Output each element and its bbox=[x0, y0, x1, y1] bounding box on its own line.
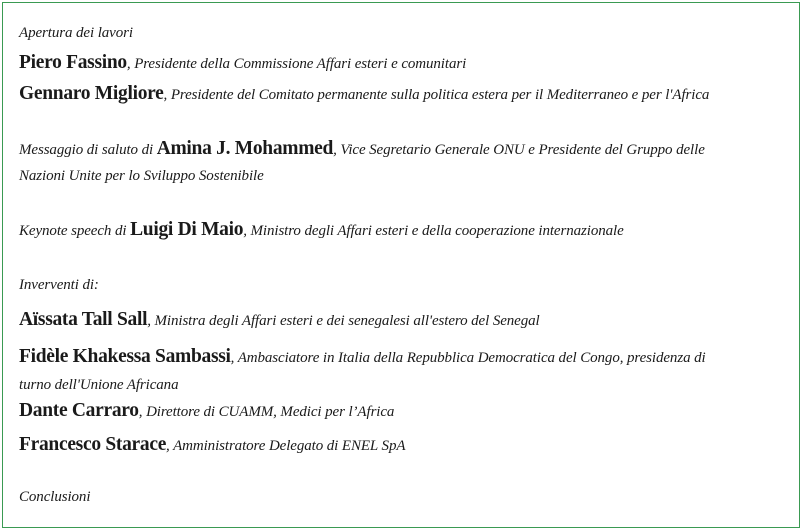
speaker-name: Amina J. Mohammed bbox=[156, 138, 334, 159]
speaker-role: Ministro degli Affari esteri e della cooperazione internazionale bbox=[250, 223, 624, 239]
opening-heading: Apertura dei lavori bbox=[19, 25, 133, 41]
separator: , bbox=[230, 350, 238, 366]
speaker-row bbox=[19, 52, 466, 74]
separator: , bbox=[163, 87, 171, 103]
separator: , bbox=[126, 56, 135, 72]
speaker-name: Luigi Di Maio bbox=[130, 219, 244, 240]
greeting-row bbox=[19, 138, 705, 160]
speaker-role: Amministratore Delegato di ENEL SpA bbox=[173, 438, 406, 454]
separator: , bbox=[147, 313, 155, 329]
speaker-name: Francesco Starace bbox=[19, 434, 167, 455]
closing-heading: Conclusioni bbox=[19, 489, 91, 505]
speaker-row bbox=[19, 309, 540, 331]
speaker-name: Dante Carraro bbox=[19, 400, 139, 421]
speaker-name: Gennaro Migliore bbox=[19, 83, 164, 104]
greeting-role-continued: Nazioni Unite per lo Sviluppo Sostenibile bbox=[19, 168, 264, 184]
speaker-role: Direttore di CUAMM, Medici per l’Africa bbox=[146, 404, 395, 420]
program-frame bbox=[2, 2, 800, 528]
separator: , bbox=[138, 404, 147, 420]
speaker-row bbox=[19, 400, 394, 422]
speaker-row bbox=[19, 434, 405, 456]
speaker-role-continued: turno dell'Unione Africana bbox=[19, 377, 179, 393]
speaker-name: Aïssata Tall Sall bbox=[19, 309, 148, 330]
separator: , bbox=[166, 438, 174, 454]
separator: , bbox=[333, 142, 341, 158]
speaker-role: Presidente della Commissione Affari esteri e comunitari bbox=[134, 56, 467, 72]
speaker-name: Fidèle Khakessa Sambassi bbox=[19, 346, 231, 367]
speaker-row bbox=[19, 346, 706, 368]
interventions-heading: Inverventi di: bbox=[19, 277, 99, 293]
speaker-role: Ministra degli Affari esteri e dei senegalesi all'estero del Senegal bbox=[154, 313, 540, 329]
separator: , bbox=[243, 223, 251, 239]
keynote-row bbox=[19, 219, 624, 241]
speaker-role: Presidente del Comitato permanente sulla politica estera per il Mediterraneo e per l'Africa bbox=[170, 87, 710, 103]
greeting-prefix: Messaggio di saluto di bbox=[19, 142, 157, 158]
keynote-prefix: Keynote speech di bbox=[19, 223, 131, 239]
speaker-name: Piero Fassino bbox=[19, 52, 127, 73]
speaker-role: Ambasciatore in Italia della Repubblica Democratica del Congo, presidenza di bbox=[237, 350, 706, 366]
speaker-role: Vice Segretario Generale ONU e Presidente del Gruppo delle bbox=[340, 142, 705, 158]
speaker-row bbox=[19, 83, 709, 105]
